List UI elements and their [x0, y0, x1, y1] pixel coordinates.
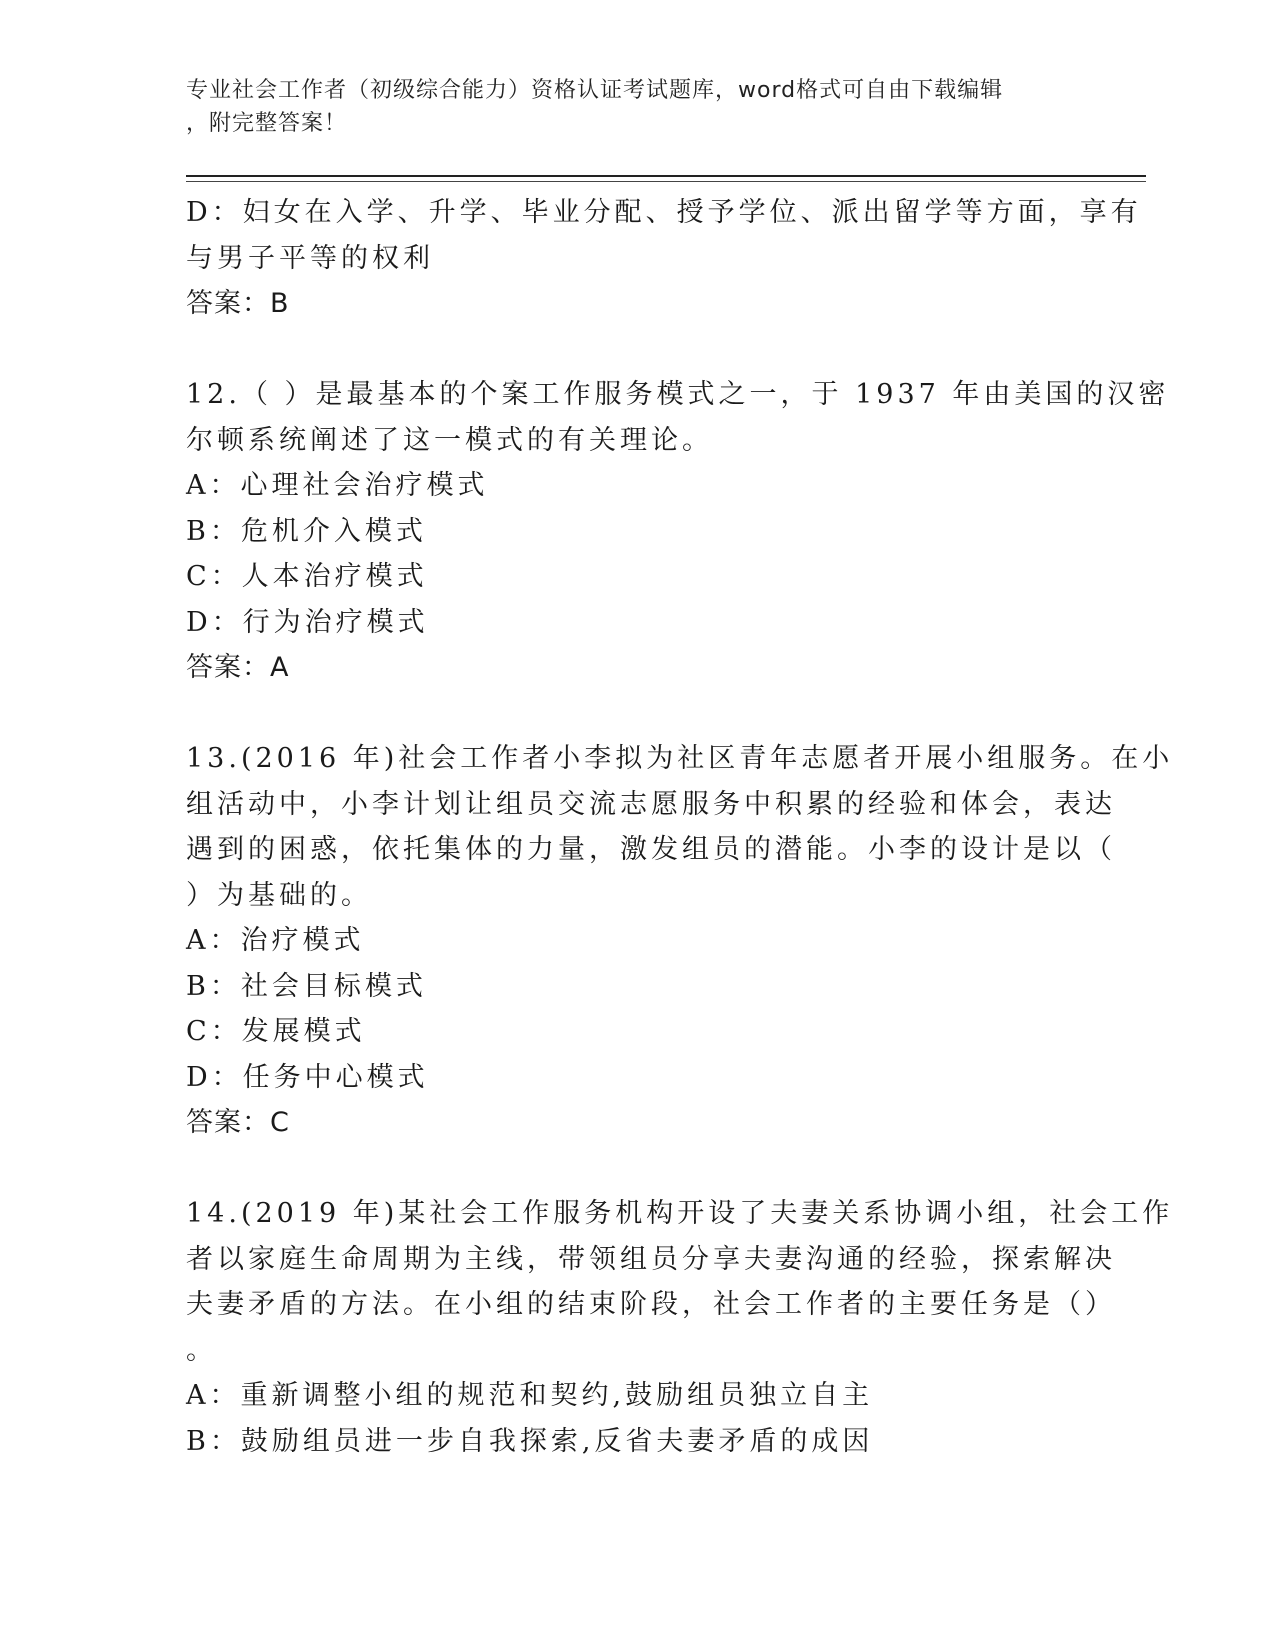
question-stem-continued: 尔顿系统阐述了这一模式的有关理论。: [186, 424, 713, 456]
question-stem-continued: 者以家庭生命周期为主线，带领组员分享夫妻沟通的经验，探索解决: [186, 1243, 1116, 1275]
header-line-2: ，附完整答案！: [186, 111, 348, 136]
question-stem-continued: 夫妻矛盾的方法。在小组的结束阶段，社会工作者的主要任务是（）: [186, 1289, 1116, 1320]
option-b: B：鼓励组员进一步自我探索,反省夫妻矛盾的成因: [186, 1425, 874, 1457]
option-c: C：发展模式: [186, 1016, 366, 1047]
option-a: A：治疗模式: [186, 925, 365, 956]
question-stem-continued: 遇到的困惑，依托集体的力量，激发组员的潜能。小李的设计是以（: [186, 834, 1116, 865]
spacer: [186, 1146, 1086, 1192]
question-stem-continued: 。: [186, 1334, 217, 1366]
option-a: A：心理社会治疗模式: [186, 470, 489, 501]
option-b: B：危机介入模式: [186, 515, 427, 547]
option-d: D：任务中心模式: [186, 1061, 429, 1093]
option-d: D：行为治疗模式: [186, 606, 429, 638]
spacer: [186, 691, 1086, 737]
option-b: B：社会目标模式: [186, 970, 427, 1002]
question-stem: 14.(2019 年)某社会工作服务机构开设了夫妻关系协调小组，社会工作: [186, 1198, 1174, 1229]
page-header: [186, 74, 1086, 140]
spacer: [186, 327, 1086, 373]
option-d-continued: 与男子平等的权利: [186, 242, 434, 274]
question-11: [186, 190, 1142, 327]
header-line-1: 专业社会工作者（初级综合能力）资格认证考试题库，word格式可自由下载编辑: [186, 78, 1004, 103]
option-c: C：人本治疗模式: [186, 561, 428, 592]
option-d: D：妇女在入学、升学、毕业分配、授予学位、派出留学等方面，享有: [186, 197, 1142, 228]
question-stem: 12.（ ）是最基本的个案工作服务模式之一，于 1937 年由美国的汉密: [186, 379, 1170, 410]
question-stem-continued: ）为基础的。: [186, 879, 372, 911]
option-a: A：重新调整小组的规范和契约,鼓励组员独立自主: [186, 1380, 874, 1411]
answer-line: 答案：B: [186, 288, 290, 319]
question-stem-continued: 组活动中，小李计划让组员交流志愿服务中积累的经验和体会，表达: [186, 788, 1116, 820]
question-stem: 13.(2016 年)社会工作者小李拟为社区青年志愿者开展小组服务。在小: [186, 743, 1174, 774]
answer-line: 答案：C: [186, 1107, 290, 1138]
header-divider-thin: [186, 181, 1146, 182]
header-divider-thick: [186, 175, 1146, 177]
answer-line: 答案：A: [186, 652, 290, 683]
question-13: [186, 736, 1174, 1146]
question-14: [186, 1191, 1174, 1464]
question-list: [186, 190, 1174, 1464]
question-12: [186, 372, 1170, 691]
